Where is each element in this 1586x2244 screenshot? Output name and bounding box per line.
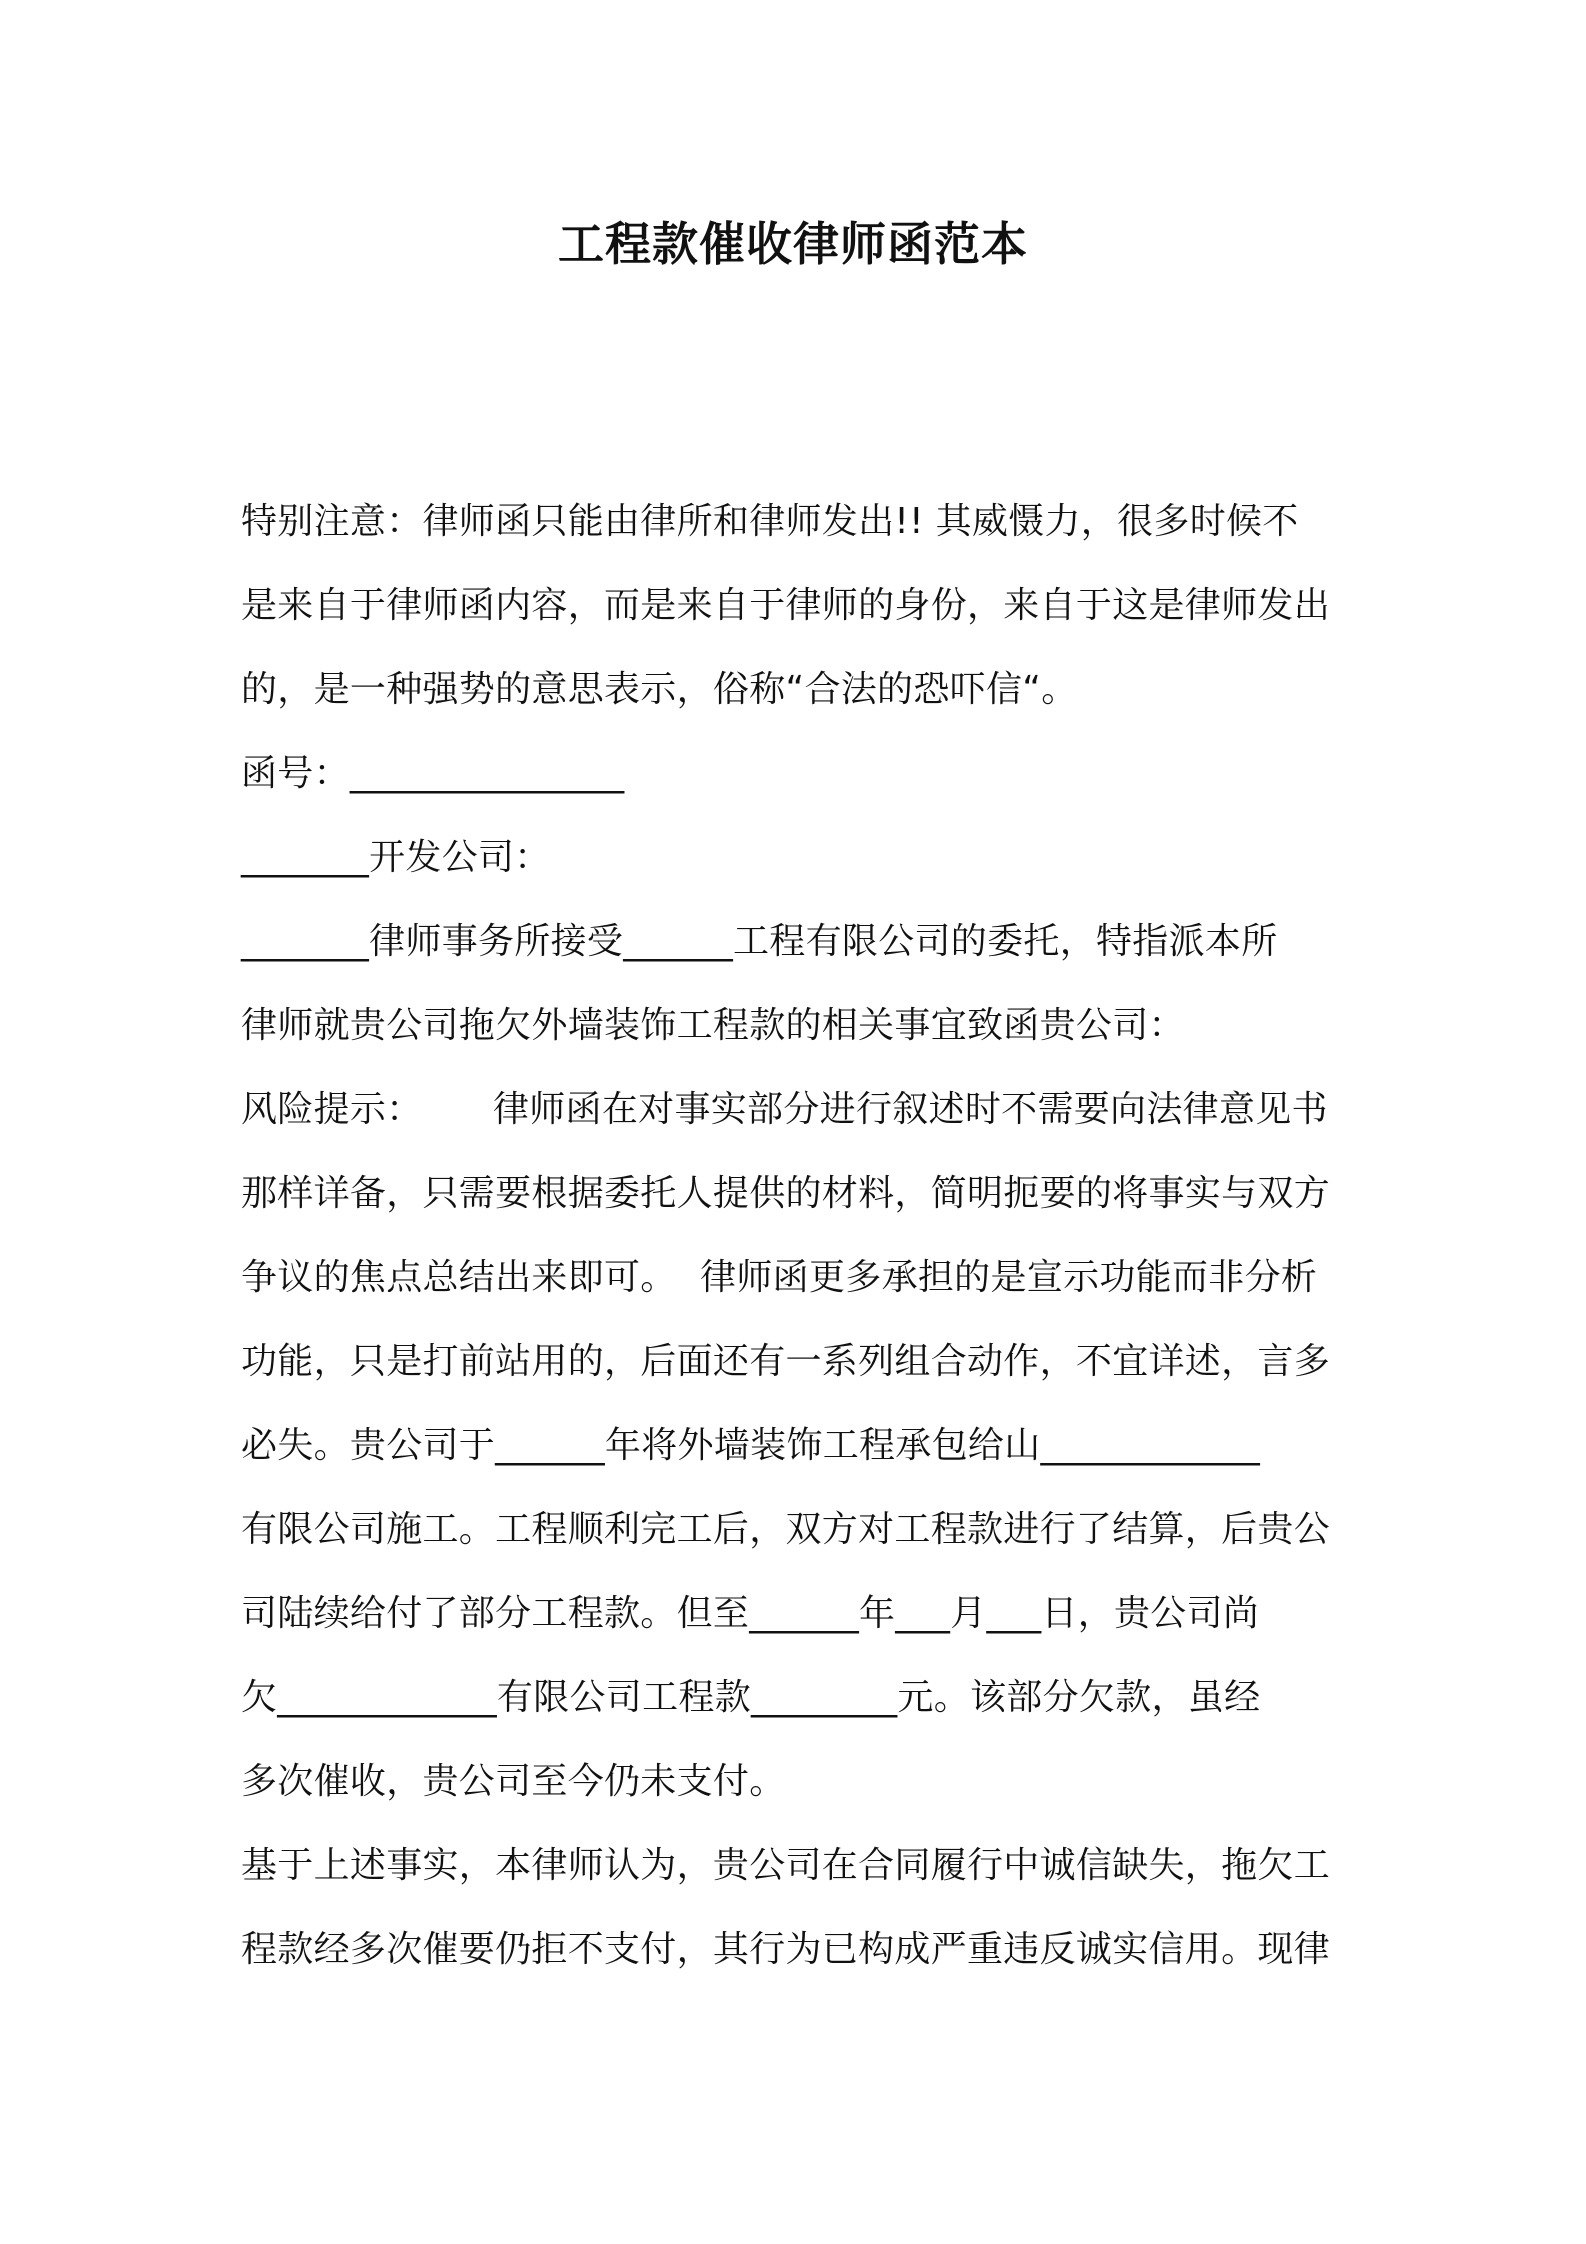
text-line: 特别注意：律师函只能由律所和律师发出!! 其威慑力，很多时候不 (241, 501, 1299, 542)
text-line: 必失。贵公司于______年将外墙装饰工程承包给山____________ (241, 1425, 1261, 1466)
recipient-line: _______开发公司： (241, 837, 551, 878)
text-line: 那样详备，只需要根据委托人提供的材料，简明扼要的将事实与双方 (241, 1173, 1331, 1214)
text-line: 有限公司施工。工程顺利完工后，双方对工程款进行了结算，后贵公 (241, 1509, 1331, 1550)
document-title: 工程款催收律师函范本 (558, 217, 1028, 271)
risk-note-line: 风险提示： 律师函在对事实部分进行叙述时不需要向法律意见书 (241, 1089, 1328, 1130)
text-line: 多次催收，贵公司至今仍未支付。 (241, 1761, 786, 1802)
text-line: 基于上述事实，本律师认为，贵公司在合同履行中诚信缺失，拖欠工 (241, 1845, 1331, 1886)
text-line: 欠____________有限公司工程款________元。该部分欠款，虽经 (241, 1677, 1261, 1718)
text-line: 律师就贵公司拖欠外墙装饰工程款的相关事宜致函贵公司： (241, 1005, 1185, 1046)
text-line: 争议的焦点总结出来即可。 律师函更多承担的是宣示功能而非分析 (241, 1257, 1318, 1298)
letter-number-line: 函号：_______________ (241, 753, 625, 794)
text-line: _______律师事务所接受______工程有限公司的委托，特指派本所 (241, 921, 1278, 962)
text-line: 程款经多次催要仍拒不支付，其行为已构成严重违反诚实信用。现律 (241, 1929, 1331, 1970)
text-line: 的，是一种强势的意思表示，俗称“合法的恐吓信“。 (241, 669, 1078, 710)
text-line: 司陆续给付了部分工程款。但至______年___月___日，贵公司尚 (241, 1593, 1260, 1634)
text-line: 是来自于律师函内容，而是来自于律师的身份，来自于这是律师发出 (241, 585, 1331, 626)
text-line: 功能，只是打前站用的，后面还有一系列组合动作，不宜详述，言多 (241, 1341, 1331, 1382)
